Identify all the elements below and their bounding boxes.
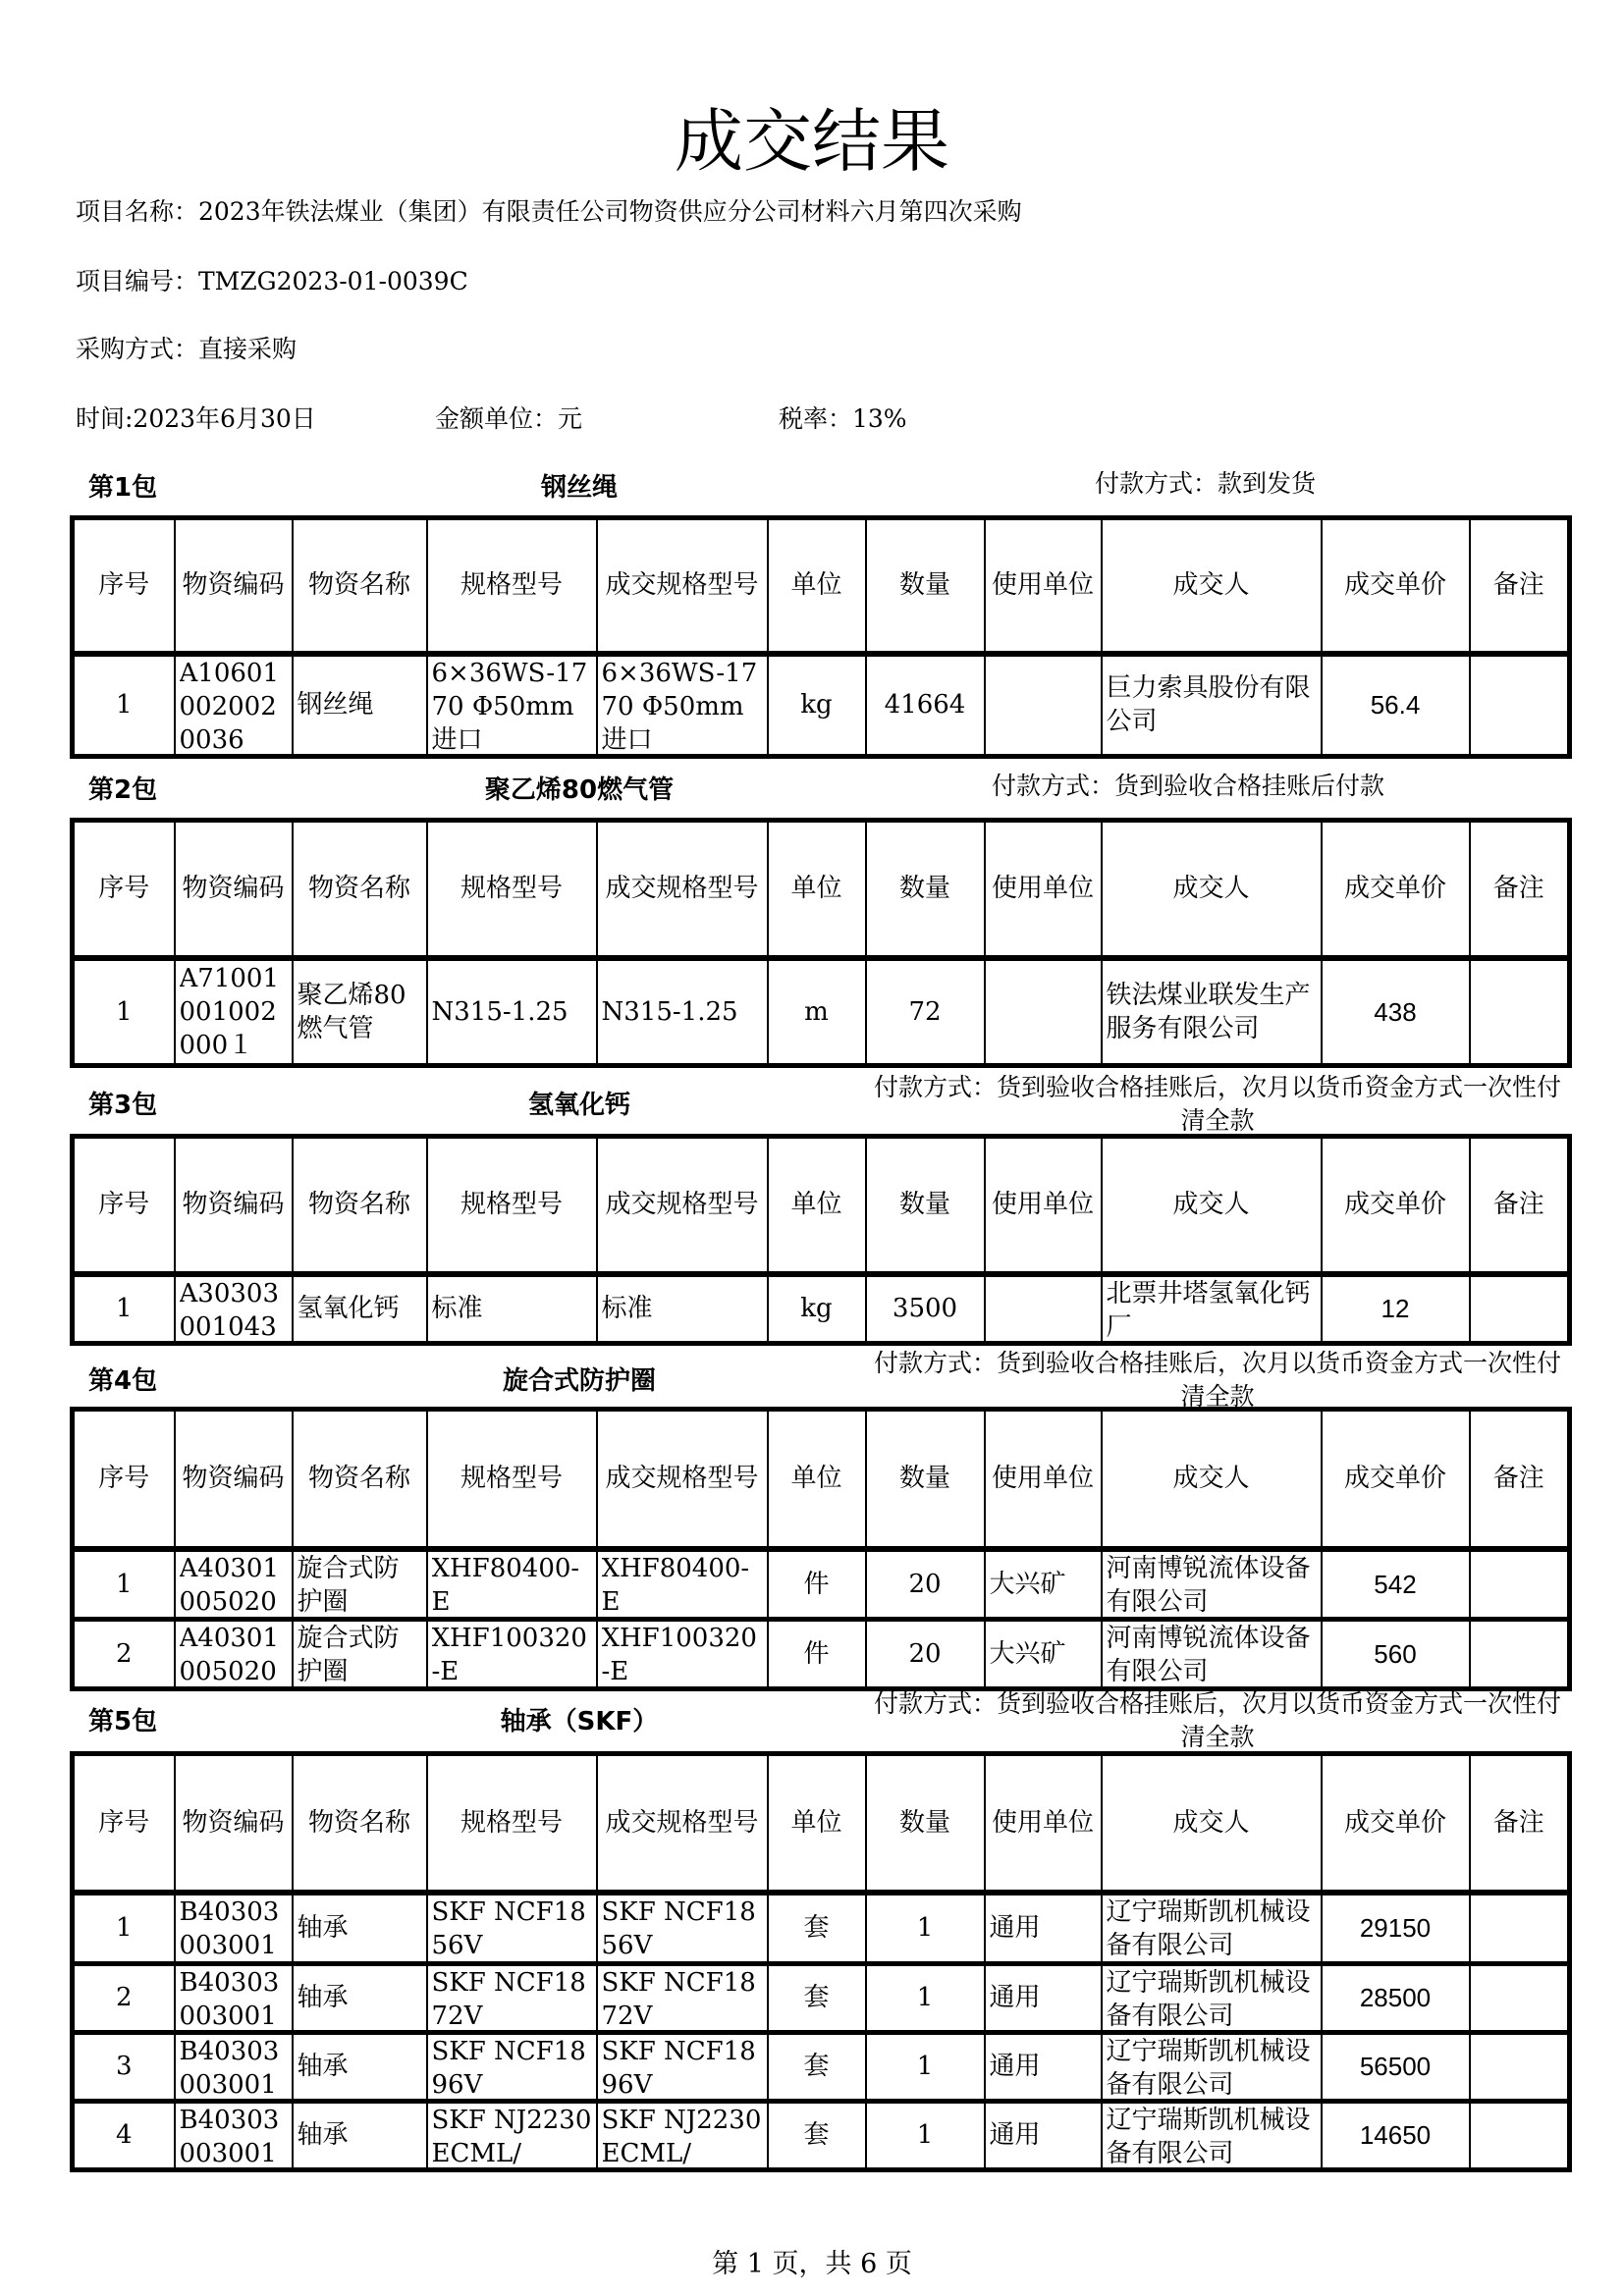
table-cell: XHF80400-E [601, 1553, 750, 1617]
package-label: 第1包 [88, 473, 158, 503]
cell [1102, 2101, 1322, 2169]
cell [73, 654, 175, 757]
cell [427, 958, 597, 1066]
package-name: 聚乙烯80燃气管 [484, 775, 675, 805]
table-header-row [73, 1754, 1570, 1893]
table-cell: 通用 [989, 1913, 1041, 1943]
table-cell: 套 [803, 1983, 830, 2012]
cell [427, 1619, 597, 1688]
table-cell: N315-1.25 [601, 996, 738, 1027]
table-header-row [73, 1410, 1570, 1549]
cell [175, 1963, 293, 2032]
table-cell: 2 [115, 1983, 133, 2012]
column-header: 成交单价 [1322, 1410, 1470, 1549]
column-header: 使用单位 [985, 1410, 1102, 1549]
column-header: 序号 [73, 518, 175, 654]
table-cell: 72 [908, 996, 942, 1027]
cell [1322, 1963, 1470, 2032]
cell [427, 1963, 597, 2032]
table-cell: 巨力索具股份有限公司 [1106, 673, 1311, 736]
cell [985, 2032, 1102, 2101]
table-cell: SKF NJ2230ECML/ [431, 2105, 592, 2167]
table-cell: 套 [803, 1913, 830, 1943]
column-header: 数量 [866, 1410, 985, 1549]
table-cell: 6×36WS-1770 Φ50mm进口 [431, 658, 588, 754]
table-cell: B40303003001 [179, 1896, 280, 1960]
cell [1322, 1893, 1470, 1964]
column-header: 物资编码 [175, 518, 293, 654]
table-cell: SKF NCF1872V [431, 1967, 586, 2030]
table-cell: 1 [115, 1913, 133, 1943]
table-cell: 轴承 [297, 2052, 349, 2081]
cell [175, 654, 293, 757]
table-cell: 20 [908, 1569, 942, 1599]
table-cell: XHF100320-E [601, 1623, 757, 1686]
table-cell: 1 [916, 2120, 934, 2150]
cell [985, 2101, 1102, 2169]
column-header: 成交人 [1102, 518, 1322, 654]
cell [866, 1549, 985, 1620]
column-header: 备注 [1470, 1410, 1570, 1549]
column-header: 成交人 [1102, 821, 1322, 958]
column-header: 使用单位 [985, 1137, 1102, 1274]
column-header: 单位 [768, 821, 866, 958]
table-cell: 4 [115, 2120, 133, 2150]
table-cell: 438 [1374, 996, 1417, 1027]
table-row [73, 1549, 1570, 1620]
table-cell: B40303003001 [179, 1967, 280, 2030]
column-header: 单位 [768, 1754, 866, 1893]
cell [866, 1963, 985, 2032]
table-cell: SKF NCF1896V [431, 2036, 586, 2099]
table-cell: kg [800, 690, 833, 720]
table-cell: 12 [1380, 1294, 1410, 1323]
cell [175, 1619, 293, 1688]
table-cell: 件 [803, 1638, 830, 1669]
table-cell: SKF NCF1856V [601, 1896, 756, 1960]
table-cell: A30303001043 [179, 1278, 279, 1341]
cell [1102, 958, 1322, 1066]
package-name: 旋合式防护圈 [502, 1366, 656, 1396]
tax-rate: 税率：13% [779, 404, 907, 433]
cell [768, 958, 866, 1066]
cell [1102, 1619, 1322, 1688]
cell [73, 1549, 175, 1620]
project-code: 项目编号：TMZG2023-01-0039C [76, 267, 468, 295]
table-cell: A71001001002000１ [179, 963, 279, 1060]
cell [597, 1619, 768, 1688]
package-table [70, 818, 1572, 1068]
column-header: 单位 [768, 1410, 866, 1549]
column-header: 单位 [768, 1137, 866, 1274]
column-header: 成交人 [1102, 1410, 1322, 1549]
cell [293, 1619, 427, 1688]
table-row [73, 2101, 1570, 2169]
column-header: 规格型号 [427, 1754, 597, 1893]
table-cell: 河南博锐流体设备有限公司 [1106, 1623, 1311, 1686]
cell [1102, 2032, 1322, 2101]
table-cell: 20 [908, 1638, 942, 1669]
cell [985, 1893, 1102, 1964]
table-cell: 通用 [989, 2120, 1041, 2150]
column-header: 备注 [1470, 821, 1570, 958]
table-cell: 1 [916, 2052, 934, 2081]
cell [293, 2101, 427, 2169]
cell [597, 2032, 768, 2101]
cell [1322, 2032, 1470, 2101]
column-header: 物资名称 [293, 821, 427, 958]
table-cell: 轴承 [297, 2120, 349, 2150]
cell [175, 1549, 293, 1620]
cell [1322, 654, 1470, 757]
table-cell: 56.4 [1370, 690, 1421, 720]
cell [866, 2101, 985, 2169]
cell [866, 1619, 985, 1688]
cell [597, 1963, 768, 2032]
column-header: 序号 [73, 1137, 175, 1274]
cell [597, 958, 768, 1066]
cell [1102, 1274, 1322, 1344]
cell [1470, 1893, 1570, 1964]
column-header: 物资编码 [175, 1754, 293, 1893]
table-row [73, 1963, 1570, 2032]
package-name: 钢丝绳 [540, 473, 618, 503]
cell [1470, 1549, 1570, 1620]
package-table [70, 1407, 1572, 1691]
column-header: 序号 [73, 1410, 175, 1549]
cell [866, 1893, 985, 1964]
column-header: 物资名称 [293, 1137, 427, 1274]
cell [768, 1963, 866, 2032]
column-header: 单位 [768, 518, 866, 654]
column-header: 规格型号 [427, 518, 597, 654]
table-header-row [73, 1137, 1570, 1274]
cell [175, 1274, 293, 1344]
column-header: 成交规格型号 [597, 518, 768, 654]
table-cell: N315-1.25 [431, 996, 568, 1027]
cell [1470, 1619, 1570, 1688]
cell [1322, 1619, 1470, 1688]
table-cell: XHF80400-E [431, 1553, 580, 1617]
cell [768, 2032, 866, 2101]
cell [1102, 1549, 1322, 1620]
column-header: 使用单位 [985, 821, 1102, 958]
cell [73, 2101, 175, 2169]
table-cell: m [804, 996, 829, 1027]
cell [73, 1619, 175, 1688]
cell [985, 1619, 1102, 1688]
cell [427, 1549, 597, 1620]
cell [1470, 958, 1570, 1066]
package-name: 氢氧化钙 [527, 1091, 630, 1120]
table-row [73, 1893, 1570, 1964]
table-cell: 辽宁瑞斯凯机械设备有限公司 [1106, 2036, 1311, 2099]
table-cell: 标准 [431, 1294, 483, 1323]
cell [427, 2032, 597, 2101]
table-cell: SKF NCF1856V [431, 1896, 586, 1960]
table-cell: 6×36WS-1770 Φ50mm进口 [601, 658, 758, 754]
cell [1322, 1549, 1470, 1620]
table-cell: 大兴矿 [989, 1569, 1066, 1599]
cell [768, 2101, 866, 2169]
cell [293, 1274, 427, 1344]
table-cell: 3 [115, 2052, 133, 2081]
table-cell: A106010020020036 [179, 658, 279, 754]
cell [73, 1963, 175, 2032]
cell [597, 1274, 768, 1344]
column-header: 数量 [866, 518, 985, 654]
table-cell: kg [800, 1294, 833, 1323]
column-header: 序号 [73, 821, 175, 958]
cell [1470, 1274, 1570, 1344]
table-cell: 通用 [989, 1983, 1041, 2012]
column-header: 数量 [866, 1137, 985, 1274]
column-header: 数量 [866, 821, 985, 958]
cell [293, 1963, 427, 2032]
cell [866, 2032, 985, 2101]
cell [866, 654, 985, 757]
table-cell: SKF NCF1872V [601, 1967, 756, 2030]
cell [293, 958, 427, 1066]
column-header: 序号 [73, 1754, 175, 1893]
table-cell: 标准 [601, 1294, 653, 1323]
page-title: 成交结果 [675, 101, 949, 182]
table-cell: 辽宁瑞斯凯机械设备有限公司 [1106, 2105, 1311, 2167]
cell [175, 1893, 293, 1964]
cell [597, 654, 768, 757]
table-row [73, 2032, 1570, 2101]
table-cell: 河南博锐流体设备有限公司 [1106, 1553, 1311, 1617]
column-header: 成交单价 [1322, 821, 1470, 958]
payment-terms: 付款方式：货到验收合格挂账后，次月以货币资金方式一次性付清全款 [873, 1349, 1561, 1411]
table-row [73, 654, 1570, 757]
table-cell: 北票井塔氢氧化钙厂 [1106, 1278, 1311, 1341]
column-header: 物资编码 [175, 821, 293, 958]
table-cell: 轴承 [297, 1913, 349, 1943]
table-cell: 560 [1374, 1638, 1417, 1669]
column-header: 备注 [1470, 1137, 1570, 1274]
cell [1322, 1274, 1470, 1344]
cell [597, 1893, 768, 1964]
cell [1102, 654, 1322, 757]
table-cell: 氢氧化钙 [297, 1294, 400, 1323]
cell [1470, 2032, 1570, 2101]
column-header: 成交单价 [1322, 518, 1470, 654]
cell [985, 958, 1102, 1066]
column-header: 成交规格型号 [597, 821, 768, 958]
cell [1102, 1893, 1322, 1964]
payment-terms: 付款方式：货到验收合格挂账后付款 [992, 772, 1385, 800]
cell [866, 1274, 985, 1344]
package-label: 第4包 [88, 1366, 158, 1396]
table-cell: SKF NJ2230ECML/ [601, 2105, 762, 2167]
package-table [70, 515, 1572, 759]
column-header: 备注 [1470, 518, 1570, 654]
column-header: 成交规格型号 [597, 1137, 768, 1274]
purchase-method: 采购方式：直接采购 [76, 335, 298, 363]
column-header: 物资编码 [175, 1137, 293, 1274]
cell [175, 2101, 293, 2169]
table-cell: XHF100320-E [431, 1623, 587, 1686]
cell [293, 2032, 427, 2101]
cell [73, 958, 175, 1066]
table-cell: 旋合式防护圈 [297, 1553, 400, 1617]
column-header: 使用单位 [985, 518, 1102, 654]
column-header: 成交单价 [1322, 1137, 1470, 1274]
cell [597, 2101, 768, 2169]
package-table [70, 1134, 1572, 1346]
column-header: 规格型号 [427, 1410, 597, 1549]
package-table [70, 1751, 1572, 2172]
payment-terms: 付款方式：款到发货 [1095, 469, 1317, 498]
cell [427, 1274, 597, 1344]
table-cell: 29150 [1359, 1913, 1432, 1943]
package-label: 第2包 [88, 775, 158, 805]
cell [427, 1893, 597, 1964]
cell [73, 1274, 175, 1344]
cell [985, 1549, 1102, 1620]
table-cell: 14650 [1359, 2120, 1432, 2150]
table-cell: 1 [115, 1294, 133, 1323]
cell [73, 2032, 175, 2101]
table-cell: A40301005020 [179, 1553, 279, 1617]
table-cell: 2 [115, 1638, 133, 1669]
cell [1102, 1963, 1322, 2032]
cell [768, 1274, 866, 1344]
cell [985, 654, 1102, 757]
cell [985, 1963, 1102, 2032]
table-cell: 56500 [1359, 2052, 1432, 2081]
cell [597, 1549, 768, 1620]
column-header: 使用单位 [985, 1754, 1102, 1893]
column-header: 数量 [866, 1754, 985, 1893]
payment-terms: 付款方式：货到验收合格挂账后，次月以货币资金方式一次性付清全款 [873, 1689, 1561, 1751]
package-name: 轴承（SKF） [500, 1707, 659, 1736]
time: 时间:2023年6月30日 [76, 404, 316, 433]
currency-unit: 金额单位：元 [435, 404, 583, 433]
cell [985, 1274, 1102, 1344]
table-cell: 轴承 [297, 1983, 349, 2012]
table-cell: 1 [115, 1569, 133, 1599]
table-cell: 旋合式防护圈 [297, 1623, 400, 1686]
cell [175, 958, 293, 1066]
column-header: 规格型号 [427, 821, 597, 958]
payment-terms: 付款方式：货到验收合格挂账后，次月以货币资金方式一次性付清全款 [873, 1073, 1561, 1135]
package-label: 第5包 [88, 1707, 158, 1736]
cell [1470, 2101, 1570, 2169]
cell [1470, 654, 1570, 757]
cell [175, 2032, 293, 2101]
project-name: 项目名称：2023年铁法煤业（集团）有限责任公司物资供应分公司材料六月第四次采购 [76, 197, 1022, 226]
cell [73, 1893, 175, 1964]
table-cell: 通用 [989, 2052, 1041, 2081]
table-cell: 钢丝绳 [297, 690, 374, 720]
cell [1322, 2101, 1470, 2169]
table-header-row [73, 821, 1570, 958]
table-cell: A40301005020 [179, 1623, 279, 1686]
table-cell: 辽宁瑞斯凯机械设备有限公司 [1106, 1896, 1311, 1960]
table-cell: 套 [803, 2120, 830, 2150]
package-label: 第3包 [88, 1091, 158, 1120]
table-cell: 1 [916, 1983, 934, 2012]
table-cell: 1 [115, 690, 133, 720]
column-header: 物资名称 [293, 518, 427, 654]
table-cell: 542 [1374, 1569, 1417, 1599]
cell [768, 1893, 866, 1964]
column-header: 成交规格型号 [597, 1410, 768, 1549]
table-cell: B40303003001 [179, 2036, 280, 2099]
table-cell: 28500 [1359, 1983, 1432, 2012]
cell [866, 958, 985, 1066]
cell [768, 1619, 866, 1688]
table-cell: 聚乙烯80燃气管 [297, 980, 406, 1043]
table-row [73, 958, 1570, 1066]
cell [768, 1549, 866, 1620]
cell [427, 654, 597, 757]
table-cell: 件 [803, 1569, 830, 1599]
table-cell: 41664 [884, 690, 966, 720]
column-header: 物资名称 [293, 1754, 427, 1893]
column-header: 备注 [1470, 1754, 1570, 1893]
table-cell: 辽宁瑞斯凯机械设备有限公司 [1106, 1967, 1311, 2030]
column-header: 成交规格型号 [597, 1754, 768, 1893]
column-header: 物资编码 [175, 1410, 293, 1549]
table-row [73, 1619, 1570, 1688]
cell [293, 1893, 427, 1964]
cell [427, 2101, 597, 2169]
cell [1322, 958, 1470, 1066]
table-cell: 铁法煤业联发生产服务有限公司 [1106, 980, 1311, 1043]
table-cell: 1 [916, 1913, 934, 1943]
cell [768, 654, 866, 757]
table-header-row [73, 518, 1570, 654]
table-cell: 3500 [892, 1294, 958, 1323]
page-number: 第 1 页，共 6 页 [712, 2249, 912, 2279]
cell [293, 1549, 427, 1620]
table-cell: SKF NCF1896V [601, 2036, 756, 2099]
table-cell: 1 [115, 996, 133, 1027]
cell [293, 654, 427, 757]
table-row [73, 1274, 1570, 1344]
column-header: 成交人 [1102, 1137, 1322, 1274]
table-cell: B40303003001 [179, 2105, 280, 2167]
cell [1470, 1963, 1570, 2032]
table-cell: 套 [803, 2052, 830, 2081]
column-header: 规格型号 [427, 1137, 597, 1274]
column-header: 成交人 [1102, 1754, 1322, 1893]
column-header: 物资名称 [293, 1410, 427, 1549]
column-header: 成交单价 [1322, 1754, 1470, 1893]
table-cell: 大兴矿 [989, 1638, 1066, 1669]
